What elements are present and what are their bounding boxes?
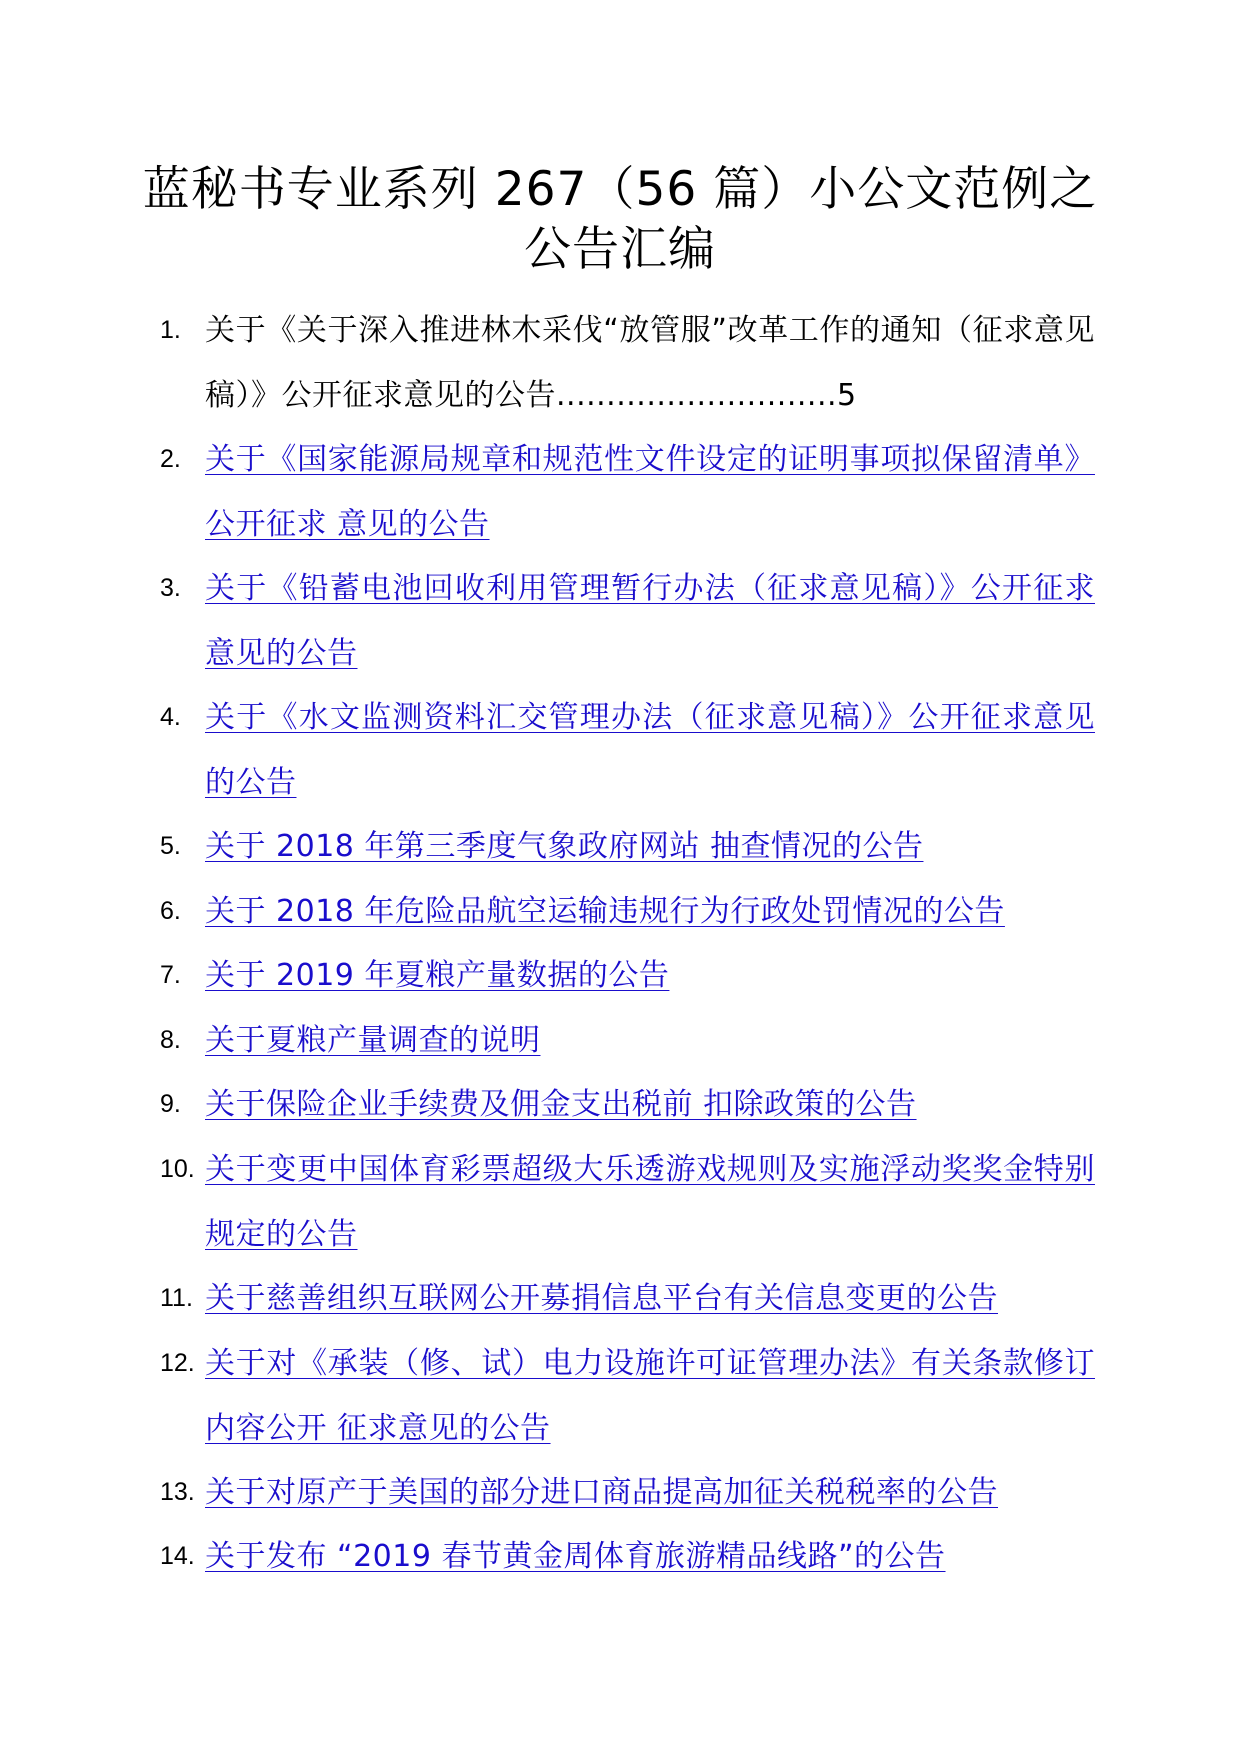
toc-item-number: 2. <box>160 445 181 473</box>
toc-item-link[interactable]: 关于变更中国体育彩票超级大乐透游戏规则及实施浮动奖奖金特别规定的公告 <box>205 1152 1095 1252</box>
toc-item-link[interactable]: 关于保险企业手续费及佣金支出税前 扣除政策的公告 <box>205 1087 917 1122</box>
toc-item-link[interactable]: 关于《国家能源局规章和规范性文件设定的证明事项拟保留清单》公开征求 意见的公告 <box>205 442 1095 542</box>
toc-item-number: 1. <box>160 316 181 344</box>
toc-item-link[interactable]: 关于对《承装（修、试）电力设施许可证管理办法》有关条款修订内容公开 征求意见的公告 <box>205 1346 1095 1446</box>
toc-item-link[interactable]: 关于 2018 年危险品航空运输违规行为行政处罚情况的公告 <box>205 894 1005 929</box>
toc-item-number: 7. <box>160 961 181 989</box>
toc-item-link[interactable]: 关于《铅蓄电池回收利用管理暂行办法（征求意见稿）》公开征求意见的公告 <box>205 571 1095 671</box>
toc-item-number: 10. <box>160 1155 195 1183</box>
toc-item-number: 5. <box>160 832 181 860</box>
toc-item-link[interactable]: 关于 2019 年夏粮产量数据的公告 <box>205 958 670 993</box>
toc-item-link[interactable]: 关于慈善组织互联网公开募捐信息平台有关信息变更的公告 <box>205 1281 998 1316</box>
toc-item-number: 13. <box>160 1478 195 1506</box>
toc-item-link[interactable]: 关于《水文监测资料汇交管理办法（征求意见稿）》公开征求意见的公告 <box>205 700 1095 800</box>
toc-item-number: 6. <box>160 897 181 925</box>
toc-item-link[interactable]: 关于 2018 年第三季度气象政府网站 抽查情况的公告 <box>205 829 924 864</box>
toc-item-entry[interactable] <box>205 298 1095 428</box>
toc-item-text: 关于《关于深入推进林木采伐“放管服”改革工作的通知（征求意见稿）》公开征求意见的公告 <box>205 313 1095 413</box>
toc-item-link[interactable]: 关于对原产于美国的部分进口商品提高加征关税税率的公告 <box>205 1475 998 1510</box>
toc-leader-dots: ............................ <box>556 378 838 413</box>
document-title: 蓝秘书专业系列 267（56 篇）小公文范例之公告汇编 <box>142 162 1098 277</box>
toc-item-number: 11. <box>160 1284 193 1312</box>
toc-item-link[interactable]: 关于夏粮产量调查的说明 <box>205 1023 541 1058</box>
toc-page-number: 5 <box>837 378 857 413</box>
toc-item-number: 14. <box>160 1542 195 1570</box>
toc-item-link[interactable]: 关于发布 “2019 春节黄金周体育旅游精品线路”的公告 <box>205 1539 946 1574</box>
toc-item-number: 4. <box>160 703 181 731</box>
toc-item-number: 3. <box>160 574 181 602</box>
toc-item-number: 9. <box>160 1090 181 1118</box>
toc-item-number: 12. <box>160 1349 195 1377</box>
toc-item-number: 8. <box>160 1026 181 1054</box>
